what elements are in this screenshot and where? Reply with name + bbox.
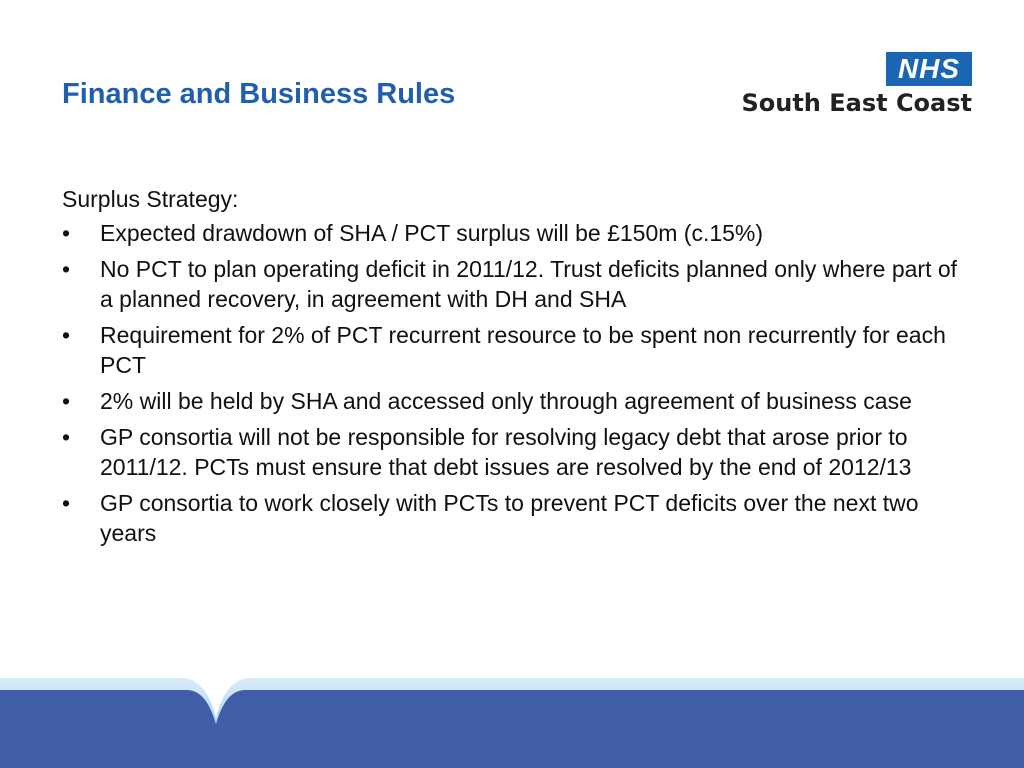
bullet-item: [62, 488, 962, 548]
footer-wave-band: [0, 668, 1024, 768]
section-subheading: Surplus Strategy:: [62, 186, 239, 212]
bullet-dot-icon: •: [62, 220, 71, 246]
bullet-text: Requirement for 2% of PCT recurrent resource to be spent non recurrently for each PCT: [100, 322, 946, 378]
nhs-logo-box: [886, 52, 972, 86]
bullet-text: Expected drawdown of SHA / PCT surplus will be £150m (c.15%): [100, 220, 764, 246]
nhs-logo-text: NHS: [897, 53, 961, 84]
bullet-dot-icon: •: [62, 388, 71, 414]
bullet-item: [62, 320, 962, 380]
bullet-text: GP consortia will not be responsible for resolving legacy debt that arose prior to 2011/12. PCTs must ensure that debt issues are resolved by the end of 2012/13: [100, 424, 912, 480]
bullet-item: [62, 254, 962, 314]
slide-title: Finance and Business Rules: [62, 78, 456, 110]
footer-band: [0, 690, 1024, 768]
bullet-list: [62, 218, 962, 548]
nhs-region-name: South East Coast: [741, 89, 972, 117]
slide-body: [62, 184, 962, 554]
bullet-dot-icon: •: [62, 322, 71, 348]
bullet-dot-icon: •: [62, 490, 71, 516]
bullet-dot-icon: •: [62, 256, 71, 282]
bullet-dot-icon: •: [62, 424, 71, 450]
nhs-logo: [740, 52, 972, 124]
bullet-text: 2% will be held by SHA and accessed only through agreement of business case: [100, 388, 912, 414]
bullet-text: GP consortia to work closely with PCTs to prevent PCT deficits over the next two years: [100, 490, 919, 546]
bullet-item: [62, 422, 962, 482]
bullet-item: [62, 218, 962, 248]
bullet-text: No PCT to plan operating deficit in 2011/12. Trust deficits planned only where part of a planned recovery, in agreement with DH and SHA: [100, 256, 958, 312]
bullet-item: [62, 386, 962, 416]
